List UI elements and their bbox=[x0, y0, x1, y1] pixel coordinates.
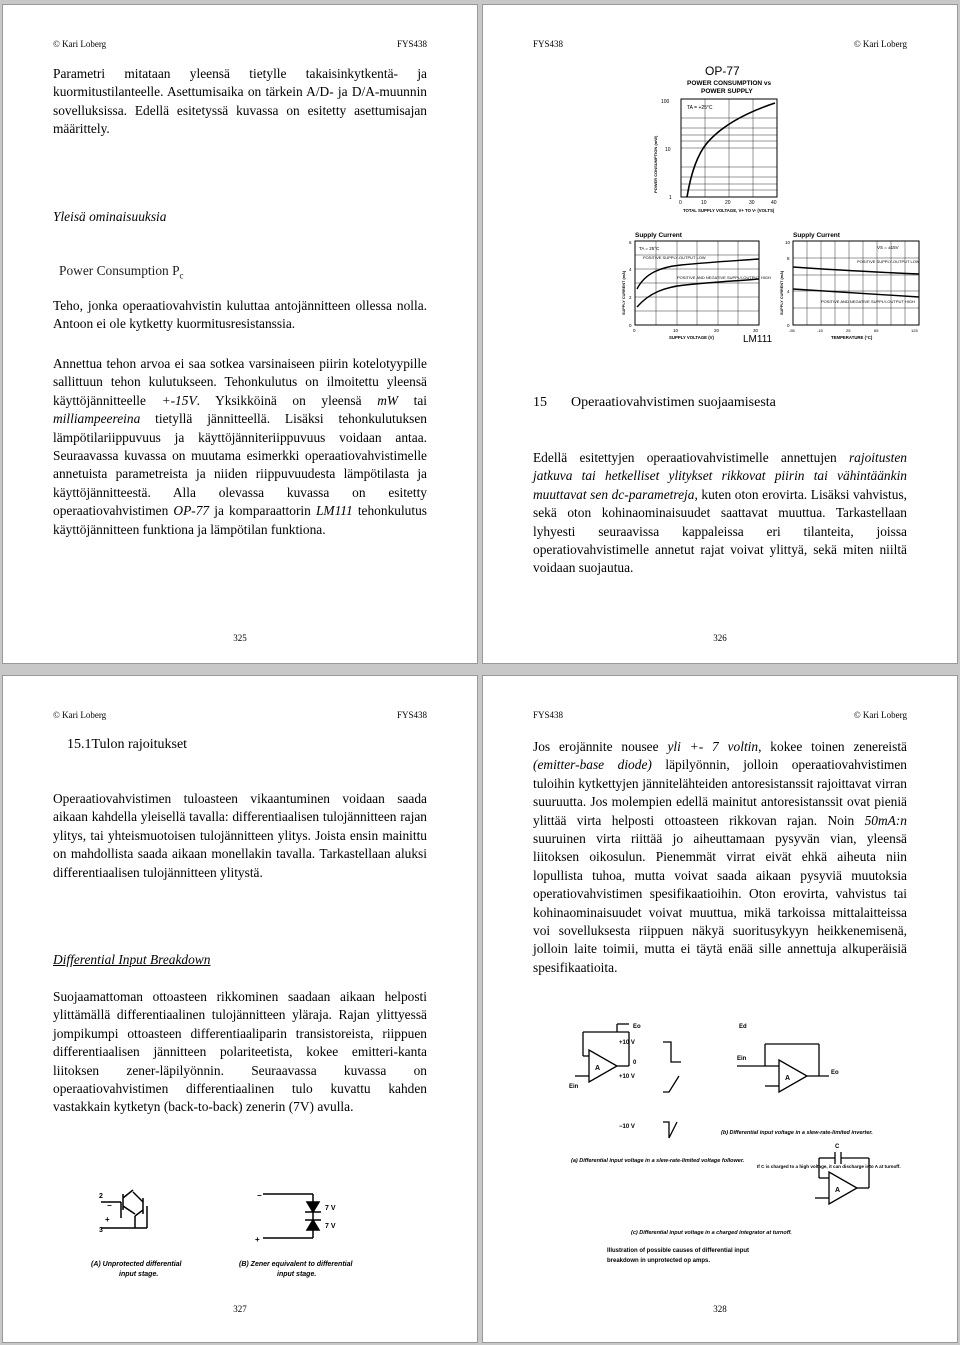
figB-pin-plus: + bbox=[255, 1235, 260, 1244]
text-span: OP-77 bbox=[173, 503, 210, 519]
ein-label: Ein bbox=[569, 1084, 579, 1090]
right-xtick: 25 bbox=[846, 328, 851, 333]
right-label-2: POSITIVE AND NEGATIVE SUPPLY-OUTPUT HIGH bbox=[821, 299, 915, 304]
chart-grid bbox=[681, 99, 777, 197]
lm111-supply-current-charts bbox=[621, 229, 931, 345]
caption-2: breakdown in unprotected op amps. bbox=[607, 1258, 711, 1264]
section-title: Operaatiovahvistimen suojaamisesta bbox=[571, 395, 776, 410]
label-c: (c) Differential input voltage in a charged integrator at turnoff. bbox=[631, 1230, 792, 1236]
breakdown-continued-paragraph bbox=[533, 738, 907, 977]
input-limits-paragraph: Operaatiovahvistimen tuloasteen vikaantuminen voidaan saada aikaan kahdella yleisellä tavalla: differentiaalisen tulojännitteen rajan ylitys, tai yhteismuotoisen tulojännitteen ylitys. Joista ensin mainittu on mahdollista saada aikaan monellakin tavalla. Tarkastellaan aluksi differentiaalisen tulojännitteen ylitystä. bbox=[53, 791, 427, 880]
figA-caption-2: input stage. bbox=[119, 1271, 159, 1278]
y-axis-label: POWER CONSUMPTION (mW) bbox=[653, 135, 658, 193]
figB-caption-1: (B) Zener equivalent to differential bbox=[239, 1261, 353, 1268]
text-span: +-15V bbox=[161, 392, 197, 408]
text-span: rajoitusten jatkuva tai hetkelliset ylitykset rikkovat piirin tai vähintäänkin muuttavat sen dc-parametreja bbox=[533, 450, 907, 502]
right-ytick: 8 bbox=[787, 256, 790, 261]
wire bbox=[123, 1206, 135, 1214]
text-span: Edellä esitettyjen operaatiovahvistimelle annettujen bbox=[533, 450, 849, 465]
right-curve-1 bbox=[793, 267, 919, 274]
left-xtick: 0 bbox=[633, 328, 636, 333]
op-amp-a bbox=[589, 1050, 617, 1082]
left-ytick: 6 bbox=[629, 240, 632, 245]
left-condition: TA = 25°C bbox=[639, 246, 660, 251]
subheading-power bbox=[59, 263, 184, 281]
figB-pin-minus: − bbox=[257, 1191, 262, 1200]
subheading-subscript: c bbox=[179, 270, 184, 281]
breakdown-causes-figure bbox=[569, 1022, 915, 1272]
page-number: 326 bbox=[713, 633, 727, 643]
page-number: 327 bbox=[233, 1304, 247, 1314]
ein2-label: Ein bbox=[737, 1056, 747, 1062]
text-span: läpilyönnin, jolloin operaatiovahvistimen tuloihin kytkettyjen jännitelähteiden antoresistanssit rajoittavat virran suuruutta. Jos molempien edellä mainitut antoresistanssit ovat pieniä ylittää virta helposti ottoasteen rikkovan rajan. Noin bbox=[533, 757, 907, 828]
header-course: FYS438 bbox=[533, 710, 564, 720]
right-x-axis-label: TEMPERATURE (°C) bbox=[831, 335, 873, 340]
text-span: tehonkulutus käyttöjännitteen funktiona ja lämpötilan funktiona. bbox=[53, 503, 428, 537]
text-span: LM111 bbox=[315, 503, 353, 519]
left-ytick: 4 bbox=[629, 267, 632, 272]
text-span: (emitter-base diode) bbox=[533, 757, 652, 773]
vm10-label-a: −10 V bbox=[619, 1124, 635, 1130]
text-span: , kokee toinen zenereistä bbox=[758, 739, 907, 754]
header-author: © Kari Loberg bbox=[53, 39, 107, 49]
text-span: tai bbox=[398, 392, 428, 408]
left-label-2: POSITIVE AND NEGATIVE SUPPLY-OUTPUT HIGH bbox=[677, 275, 771, 280]
circuit-c bbox=[815, 1152, 869, 1204]
wire bbox=[133, 1192, 143, 1202]
power-curve bbox=[687, 103, 775, 197]
ed-waveform bbox=[663, 1122, 677, 1138]
right-curve-2 bbox=[793, 289, 919, 297]
v10-label-a2: +10 V bbox=[619, 1074, 635, 1080]
power-paragraph-1: Teho, jonka operaatiovahvistin kuluttaa antojännitteen ollessa nolla. Antoon ei ole kytketty kuormitusresistanssia. bbox=[53, 298, 427, 332]
xtick: 20 bbox=[725, 200, 731, 206]
input-stage-figure bbox=[91, 1188, 391, 1286]
differential-input-heading: Differential Input Breakdown bbox=[53, 952, 211, 967]
pin-3-label: 3 bbox=[99, 1227, 103, 1234]
text-span: 50mA:n bbox=[864, 812, 907, 828]
ein-waveform bbox=[663, 1042, 681, 1062]
right-label-1: POSITIVE SUPPLY-OUTPUT LOW bbox=[857, 259, 920, 264]
right-ytick: 10 bbox=[785, 240, 791, 245]
page-number: 328 bbox=[713, 1304, 727, 1314]
left-ytick: 0 bbox=[629, 323, 632, 328]
right-xtick: -15 bbox=[817, 328, 823, 333]
header-author: © Kari Loberg bbox=[853, 710, 907, 720]
text-span: suuruinen virta riittää jo aiheuttamaan pysyvän vian, yleensä liitoksen oikosulun. Pienemmät virrat eivät ehkä aiheuta niin lopullista tuhoa, mutta voivat saada aikaan pysyviä muutoksia operatiovahvistimen spesifikaatioihin. Oton erovirta, vahvistus tai kohinaominaisuudet voivat muuttua, mikä tarkoissa mittalaitteissa voi sovelluksesta riippuen näkyä suoritusykyyn heikkenemisenä, jolloin laite toimii, mutta ei täytä enää sille annettuja alkuperäisiä spesifikaatioita. bbox=[533, 831, 907, 975]
right-xtick: 125 bbox=[911, 328, 918, 333]
left-grid bbox=[635, 241, 759, 325]
ytick: 100 bbox=[661, 99, 670, 105]
header-course: FYS438 bbox=[533, 39, 564, 49]
zener-label-2: 7 V bbox=[325, 1223, 336, 1230]
figB-caption-2: input stage. bbox=[277, 1271, 317, 1278]
left-y-axis-label: SUPPLY CURRENT (mA) bbox=[622, 270, 626, 315]
amp-b-label: A bbox=[785, 1075, 791, 1082]
op-amp-c bbox=[829, 1172, 857, 1204]
waveforms-a bbox=[663, 1042, 681, 1138]
caption-1: Illustration of possible causes of differential input bbox=[607, 1248, 750, 1254]
chart-title-1: POWER CONSUMPTION vs bbox=[687, 80, 772, 87]
right-xtick: -55 bbox=[789, 328, 795, 333]
header-course: FYS438 bbox=[396, 710, 427, 720]
page-327 bbox=[2, 675, 478, 1343]
eo-waveform bbox=[663, 1076, 679, 1092]
text-span: ja komparaattorin bbox=[209, 503, 316, 519]
power-paragraph-2 bbox=[53, 355, 427, 539]
header-author: © Kari Loberg bbox=[853, 39, 907, 49]
zener-pair bbox=[263, 1194, 321, 1238]
breakdown-paragraph: Suojaamattoman ottoasteen rikkominen saadaan aikaan helposti ylittämällä differentiaalinen tulojännitteen yläraja. Rajan ylittyessä jompikumpi ottoasteen differentiaaliparin transistoreista, riippuen differentiaalisen jännitteen polariteetista, kokee emitteri-kanta liitoksen zener-läpilyönnin. Seuraavassa kuvassa on operaatiovahvistimen differentiaalinen tulo kuvattu kahden vastakkain kytketyn (back-to-back) zenerin (7V) avulla. bbox=[53, 989, 427, 1115]
page-325 bbox=[2, 4, 478, 664]
zener-diode-2 bbox=[307, 1220, 319, 1230]
right-grid bbox=[793, 241, 919, 325]
v0-label-a: 0 bbox=[633, 1060, 637, 1066]
eout-label: Eo bbox=[633, 1024, 641, 1030]
intro-paragraph: Parametri mitataan yleensä tietylle takaisinkytkentä- ja kuormitustilanteelle. Asettumisaika on tärkein A/D- ja D/A-muunnin sovelluksissa. Edellä esitetyssä kuvassa on esitetty asettumisajan määrittely. bbox=[53, 66, 427, 137]
text-span: Annettua tehon arvoa ei saa sotkea varsinaiseen piirin kotelotyypille sallittuun tehon kulutukseen. Tehonkulutus on ilmoitettu yleensä käyttöjännitteelle bbox=[53, 356, 427, 408]
left-chart-title: Supply Current bbox=[635, 232, 682, 239]
left-xtick: 10 bbox=[673, 328, 679, 333]
v10-label-a: +10 V bbox=[619, 1040, 635, 1046]
left-xtick: 30 bbox=[753, 328, 759, 333]
zener-label-1: 7 V bbox=[325, 1205, 336, 1212]
left-curve-2 bbox=[637, 279, 759, 307]
right-condition: VS = ±15V bbox=[877, 245, 899, 250]
circuit-b bbox=[737, 1044, 829, 1092]
section-heading: Yleisä ominaisuuksia bbox=[53, 209, 167, 224]
right-ytick: 4 bbox=[787, 289, 790, 294]
pin-minus-label: − bbox=[107, 1201, 112, 1210]
amp-c-label: A bbox=[835, 1187, 841, 1194]
x-axis-label: TOTAL SUPPLY VOLTAGE, V+ TO V- (VOLTS) bbox=[683, 208, 775, 213]
op77-power-chart bbox=[651, 63, 801, 215]
note-c: If C is charged to a high voltage, it can discharge into A at turnoff. bbox=[757, 1164, 901, 1169]
page-328 bbox=[482, 675, 958, 1343]
wire bbox=[123, 1190, 133, 1198]
wire bbox=[135, 1210, 143, 1216]
eo2-label: Eo bbox=[831, 1070, 839, 1076]
figA-caption-1: (A) Unprotected differential bbox=[91, 1261, 182, 1268]
right-chart-title: Supply Current bbox=[793, 232, 840, 239]
condition-label: TA = +25°C bbox=[687, 105, 713, 111]
ytick: 10 bbox=[665, 147, 671, 153]
text-span: yli +- 7 voltin bbox=[667, 739, 759, 754]
left-label-1: POSITIVE SUPPLY-OUTPUT LOW bbox=[643, 255, 706, 260]
op77-handwritten: OP-77 bbox=[705, 64, 740, 78]
section-15-1: 15.1Tulon rajoitukset bbox=[67, 737, 188, 752]
op-amp-b bbox=[779, 1060, 807, 1092]
ytick: 1 bbox=[669, 195, 672, 201]
chart-title-2: POWER SUPPLY bbox=[701, 88, 753, 95]
text-span: Jos erojännite nousee bbox=[533, 739, 668, 754]
page-number: 325 bbox=[233, 633, 247, 643]
text-span: mW bbox=[377, 392, 399, 408]
pin-plus-label: + bbox=[105, 1215, 110, 1224]
header-course: FYS438 bbox=[396, 39, 427, 49]
xtick: 10 bbox=[701, 200, 707, 206]
lm111-handwritten: LM111 bbox=[743, 334, 773, 345]
text-span: , kuten oton erovirta. Lisäksi vahvistus, sekä oton kohinaominaisuudet saattavat muuttua. Tarkastellaan lyhyesti seuraavissa kappaleissa eri tilanteita, joissa operatiovahvistimelle annetut rajat voivat ylittyä, sekä miten niiltä voidaan suojautua. bbox=[533, 486, 907, 576]
left-x-axis-label: SUPPLY VOLTAGE (V) bbox=[669, 335, 714, 340]
left-xtick: 20 bbox=[714, 328, 720, 333]
right-ytick: 0 bbox=[787, 323, 790, 328]
right-chart-frame bbox=[793, 241, 919, 325]
left-ytick: 2 bbox=[629, 295, 632, 300]
xtick: 0 bbox=[679, 200, 682, 206]
xtick: 30 bbox=[749, 200, 755, 206]
zener-diode-1 bbox=[307, 1202, 319, 1212]
left-curve-1 bbox=[637, 259, 759, 289]
subheading-text: Power Consumption P bbox=[59, 263, 180, 278]
section-number: 15 bbox=[533, 395, 547, 410]
cap-c-label: C bbox=[835, 1144, 840, 1150]
text-span: milliampeereina bbox=[53, 411, 141, 427]
label-b: (b) Differential input voltage in a slew-rate-limited inverter. bbox=[721, 1130, 873, 1136]
protection-paragraph bbox=[533, 449, 907, 578]
text-span: . Yksikköinä on yleensä bbox=[196, 392, 378, 408]
section-15 bbox=[533, 395, 776, 411]
header-author: © Kari Loberg bbox=[53, 710, 107, 720]
xtick: 40 bbox=[771, 200, 777, 206]
amp-a-label: A bbox=[595, 1065, 601, 1072]
ed-label: Ed bbox=[739, 1024, 747, 1030]
pin-2-label: 2 bbox=[99, 1193, 103, 1200]
label-a: (a) Differential input voltage in a slew-rate-limited voltage follower. bbox=[571, 1158, 745, 1164]
text-span: tietyllä jännitteellä. Lisäksi tehonkulutuksen lämpötilariippuvuus ja käyttöjänniteriippuvuus voidaan antaa. Seuraavassa kuvassa on muutama esimerkki operaatiovahvistimelle annetuista parametreista ja niiden riippuvuudesta lämpötilasta ja käyttöjännitteestä. Alla olevassa kuvassa on esitetty operaatiovahvistimen bbox=[53, 411, 427, 519]
page-326 bbox=[482, 4, 958, 664]
right-y-axis-label: SUPPLY CURRENT (mA) bbox=[780, 270, 784, 315]
right-xtick: 65 bbox=[874, 328, 879, 333]
